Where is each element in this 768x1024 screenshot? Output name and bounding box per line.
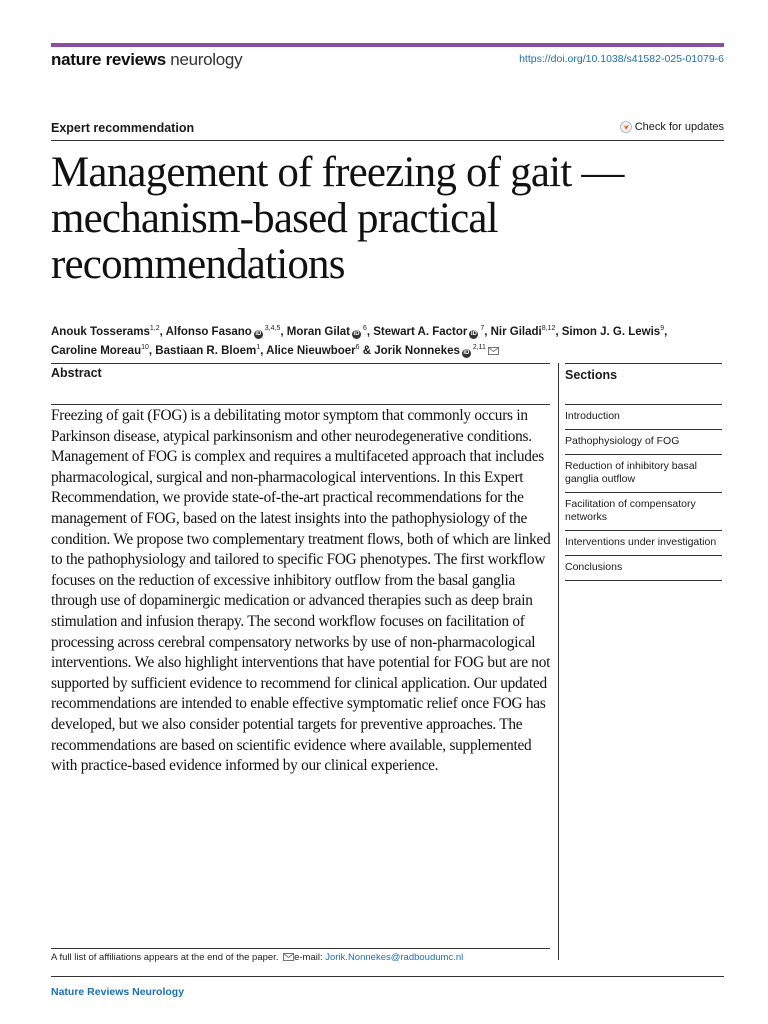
author-affiliation: 9 xyxy=(660,325,665,332)
abstract-top-divider xyxy=(51,363,550,364)
sections-heading: Sections xyxy=(565,368,618,382)
corresponding-email-link[interactable]: Jorik.Nonnekes@radboudumc.nl xyxy=(325,952,464,963)
footer-journal-name[interactable]: Nature Reviews Neurology xyxy=(51,986,185,998)
author-name[interactable]: Anouk Tosserams xyxy=(51,326,150,338)
author-name[interactable]: Jorik Nonnekes xyxy=(374,345,460,357)
author-name[interactable]: Moran Gilat xyxy=(286,326,350,338)
section-link-facilitation-compensatory-networks[interactable]: Facilitation of compensatory networks xyxy=(565,492,722,530)
mail-icon xyxy=(283,953,294,964)
footer-divider xyxy=(51,976,724,977)
orcid-icon[interactable]: iD xyxy=(470,331,477,337)
footnote-divider xyxy=(51,948,550,949)
author-affiliation: 8,12 xyxy=(541,325,556,332)
check-updates-icon xyxy=(620,121,632,133)
author-affiliation: 3,4,5 xyxy=(262,325,281,332)
abstract-text: Freezing of gait (FOG) is a debilitating motor symptom that commonly occurs in Parkinson disease, atypical parkinsonism and other neurodegenerative conditions. Management of FOG is complex and requires a multifaceted approach that includes pharmacological, surgical and non-pharmacological interventions. In this Expert Recommendation, we provide state-of-the-art practical recommendations for the management of FOG, based on the latest insights into the pathophysiology of the condition. We propose two complementary treatment flows, both of which are linked to the pathophysiology and tailored to specific FOG phenotypes. The first workflow focuses on the reduction of excessive inhibitory outflow from the basal ganglia through use of dopaminergic medication or advanced therapies such as deep brain stimulation and infusion therapy. The second workflow focuses on facilitation of processing across cerebral compensatory networks by use of non-pharmacological interventions. We also highlight interventions that have potential for FOG but are not supported by sufficient evidence to recommend for clinical application. Our updated recommendations are intended to enable effective symptomatic relief once FOG has developed, but we also consider potential targets for preventive approaches. The recommendations are based on scientific evidence where available, supplemented with practice-based evidence informed by our clinical experience. xyxy=(51,407,551,775)
email-label: e-mail: xyxy=(294,952,323,963)
author-name[interactable]: Nir Giladi xyxy=(490,326,542,338)
author-affiliation: 7 xyxy=(478,325,485,332)
author-name[interactable]: Simon J. G. Lewis xyxy=(561,326,661,338)
author-name[interactable]: Alice Nieuwboer xyxy=(266,345,356,357)
sections-nav xyxy=(565,404,722,581)
check-updates-button[interactable] xyxy=(620,121,724,133)
article-type: Expert recommendation xyxy=(51,121,195,135)
orcid-icon[interactable]: iD xyxy=(255,331,262,337)
author-name[interactable]: Stewart A. Factor xyxy=(373,326,468,338)
affiliations-footnote xyxy=(51,952,463,964)
header-divider xyxy=(51,140,724,141)
header-accent-bar xyxy=(51,43,724,47)
check-updates-label: Check for updates xyxy=(634,121,724,133)
author-name[interactable]: Caroline Moreau xyxy=(51,345,142,357)
mail-icon[interactable] xyxy=(488,343,499,362)
section-link-interventions-under-investigation[interactable]: Interventions under investigation xyxy=(565,530,722,555)
author-affiliation: 1,2 xyxy=(149,325,160,332)
section-link-introduction[interactable]: Introduction xyxy=(565,404,722,429)
affiliations-note: A full list of affiliations appears at the end of the paper. xyxy=(51,952,279,963)
author-name[interactable]: Bastiaan R. Bloem xyxy=(155,345,257,357)
author-affiliation: 10 xyxy=(141,344,149,351)
journal-logo[interactable] xyxy=(51,50,242,70)
orcid-icon[interactable]: iD xyxy=(353,331,360,337)
author-affiliation: 6 xyxy=(361,325,367,332)
doi-link[interactable]: https://doi.org/10.1038/s41582-025-01079-6 xyxy=(519,53,724,65)
author-list: Anouk Tosserams$^{1,2}$, Alfonso Fasano iD $^{3,4,5}$, Moran Gilat iD $^6$, Stewart A. Factor iD $^7$, Nir Giladi$^{8,12}$, Simon J. G. Lewis$^9$, Caroline Moreau$^{10}$, Bastiaan R. Bloem$^1$, Alice Nieuwboer$^6$ & Jorik Nonnekes iD $^{2,11}$ xyxy=(51,323,731,362)
article-title: Management of freezing of gait — mechanism-based practical recommendations xyxy=(51,149,624,288)
section-link-reduction-inhibitory-outflow[interactable]: Reduction of inhibitory basal ganglia outflow xyxy=(565,454,722,492)
author-affiliation: 2,11 xyxy=(470,344,486,351)
author-affiliation: 1 xyxy=(256,344,261,351)
journal-brand: nature reviews xyxy=(51,50,166,69)
journal-subtitle: neurology xyxy=(170,50,243,69)
section-link-conclusions[interactable]: Conclusions xyxy=(565,555,722,581)
section-link-pathophysiology[interactable]: Pathophysiology of FOG xyxy=(565,429,722,454)
author-affiliation: 6 xyxy=(355,344,360,351)
abstract-label: Abstract xyxy=(51,366,102,380)
sections-top-divider xyxy=(565,363,722,364)
abstract-divider xyxy=(51,404,550,405)
column-divider xyxy=(558,363,559,960)
orcid-icon[interactable]: iD xyxy=(463,350,470,356)
author-name[interactable]: Alfonso Fasano xyxy=(165,326,252,338)
